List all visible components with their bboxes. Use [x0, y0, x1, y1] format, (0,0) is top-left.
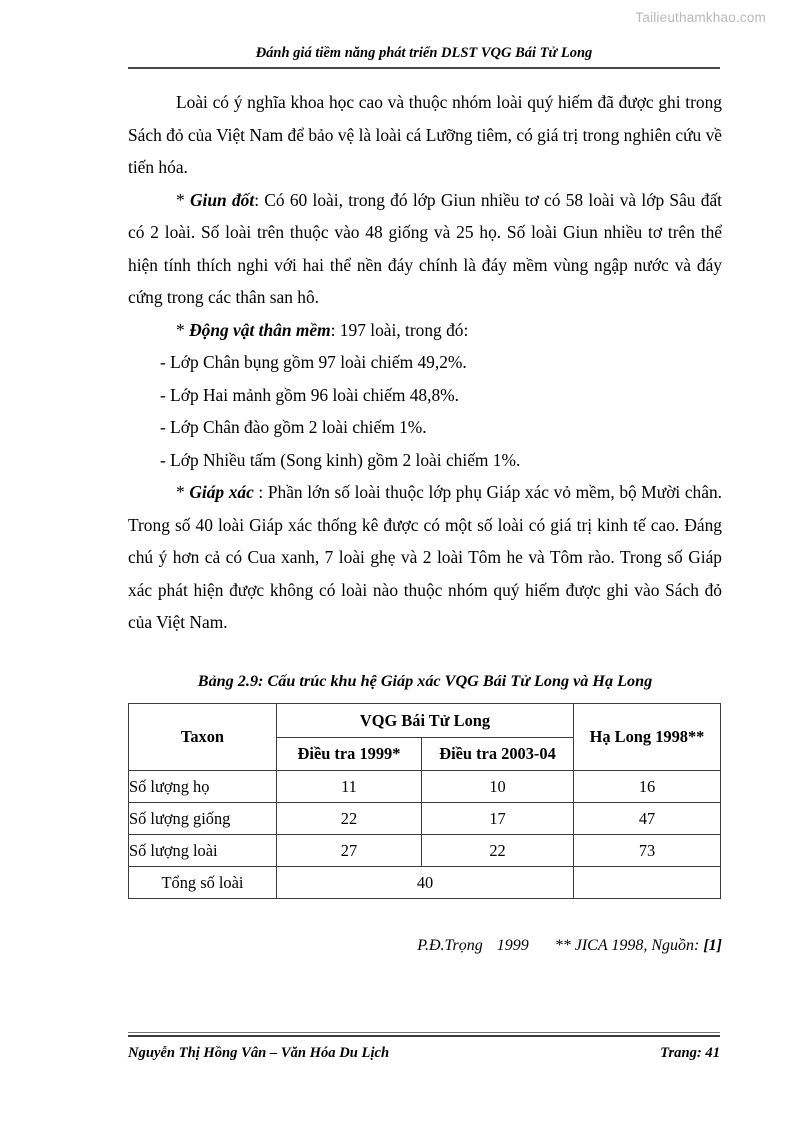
- row-label: Số lượng giống: [129, 803, 277, 835]
- total-row-halong: [574, 867, 721, 899]
- paragraph-giun-dot-text: : Có 60 loài, trong đó lớp Giun nhiều tơ có 58 loài và lớp Sâu đất có 2 loài. Số loài trên thuộc vào 48 giống và 25 họ. Số loài Giun nhiều tơ trên thể hiện tính thích nghi với hai thể nền đáy chính là đáy mềm vùng ngập nước và đáy cứng trong các thân san hô.: [128, 189, 722, 307]
- total-row-merged-value: 40: [277, 867, 574, 899]
- cell-2003: 22: [422, 835, 574, 867]
- paragraph-intro: Loài có ý nghĩa khoa học cao và thuộc nhóm loài quý hiếm đã được ghi trong Sách đỏ của Việt Nam để bảo vệ là loài cá Lưỡng tiêm, có giá trị trong nghiên cứu về tiến hóa.: [128, 92, 722, 177]
- row-label: Số lượng họ: [129, 771, 277, 803]
- footer-author: Nguyễn Thị Hồng Vân – Văn Hóa Du Lịch: [128, 1044, 390, 1061]
- bullet-marker-than-mem: *: [176, 319, 185, 340]
- source-author: P.Đ.Trọng: [417, 937, 483, 954]
- page-footer: [128, 1032, 720, 1062]
- cell-1999: 22: [277, 803, 422, 835]
- header-cell-group-vqg: VQG Bái Tử Long: [277, 704, 574, 738]
- list-item: - Lớp Hai mảnh gồm 96 loài chiếm 48,8%.: [160, 384, 459, 405]
- running-header-title: Đánh giá tiềm năng phát triển DLST VQG Bái Tử Long: [255, 45, 593, 61]
- table-row: [129, 835, 721, 867]
- document-body: [128, 86, 722, 639]
- table-body: [129, 771, 721, 899]
- header-cell-halong: Hạ Long 1998**: [574, 704, 721, 771]
- paragraph-dong-vat-than-mem: [128, 314, 722, 347]
- cell-2003: 10: [422, 771, 574, 803]
- paragraph-giap-xac-text: : Phần lớn số loài thuộc lớp phụ Giáp xác vỏ mềm, bộ Mười chân. Trong số 40 loài Giáp xác thống kê được có một số loài có giá trị kinh tế cao. Đáng chú ý hơn cả có Cua xanh, 7 loài ghẹ và 2 loài Tôm he và Tôm rào. Trong số Giáp xác phát hiện được không có loài nào thuộc nhóm quý hiếm được ghi vào Sách đỏ của Việt Nam.: [128, 482, 722, 632]
- footer-row: [128, 1045, 720, 1062]
- source-second: ** JICA 1998, Nguồn:: [554, 937, 700, 954]
- cell-1999: 11: [277, 771, 422, 803]
- cell-1999: 27: [277, 835, 422, 867]
- header-divider: [128, 67, 720, 69]
- paragraph-than-mem-text: : 197 loài, trong đó:: [330, 319, 469, 340]
- table-total-row: [129, 867, 721, 899]
- site-watermark: Tailieuthamkhao.com: [635, 10, 766, 25]
- header-cell-taxon: Taxon: [129, 704, 277, 771]
- table-header-row-1: [129, 704, 721, 738]
- table-source-note: [128, 937, 724, 955]
- cell-halong: 16: [574, 771, 721, 803]
- bullet-marker-giun-dot: *: [176, 189, 185, 210]
- table-container: [128, 703, 720, 899]
- header-cell-survey-2003: Điều tra 2003-04: [422, 738, 574, 771]
- footer-page-number: Trang: 41: [660, 1044, 720, 1061]
- list-item: - Lớp Chân bụng gồm 97 loài chiếm 49,2%.: [160, 352, 467, 372]
- paragraph-giun-dot: [128, 184, 722, 314]
- cell-halong: 47: [574, 803, 721, 835]
- term-giap-xac: Giáp xác: [189, 482, 254, 502]
- term-dong-vat-than-mem: Động vật thân mềm: [189, 319, 331, 340]
- running-header: [128, 46, 720, 69]
- paragraph-giap-xac: [128, 476, 722, 639]
- source-year: 1999: [496, 937, 529, 954]
- table-caption: Bảng 2.9: Cấu trúc khu hệ Giáp xác VQG Bái Tử Long và Hạ Long: [197, 672, 653, 690]
- bullet-marker-giap-xac: *: [176, 482, 185, 502]
- source-reference: [1]: [703, 937, 722, 954]
- table-head: [129, 704, 721, 771]
- header-cell-survey-1999: Điều tra 1999*: [277, 738, 422, 771]
- list-item: - Lớp Nhiều tấm (Song kinh) gồm 2 loài chiếm 1%.: [160, 449, 521, 470]
- cell-halong: 73: [574, 835, 721, 867]
- giap-xac-table: [128, 703, 721, 899]
- footer-divider-thick: [128, 1035, 720, 1037]
- list-item: - Lớp Chân đào gồm 2 loài chiếm 1%.: [160, 417, 427, 437]
- table-row: [129, 803, 721, 835]
- row-label: Số lượng loài: [129, 835, 277, 867]
- table-row: [129, 771, 721, 803]
- total-row-label: Tổng số loài: [129, 867, 277, 899]
- term-giun-dot: Giun đốt: [189, 189, 255, 210]
- footer-divider-thin: [128, 1032, 720, 1033]
- cell-2003: 17: [422, 803, 574, 835]
